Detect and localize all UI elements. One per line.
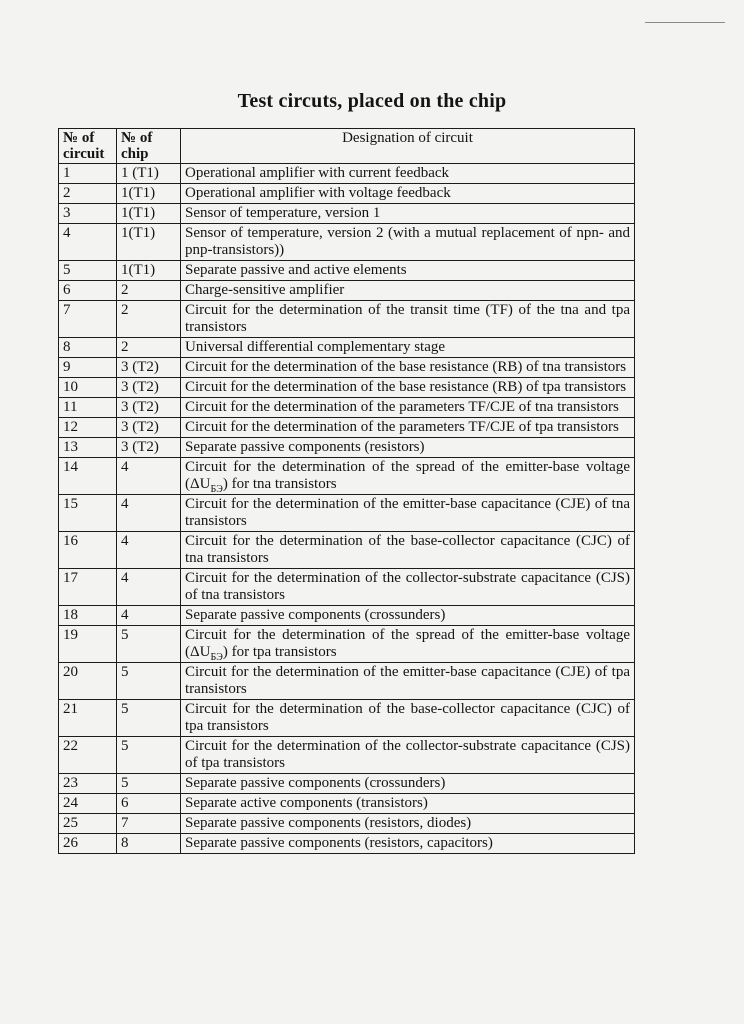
designation-cell: Separate passive components (resistors, diodes) [181,814,635,834]
table-row [59,700,635,737]
table-row [59,261,635,281]
designation-text-end: ) for tna transistors [222,476,337,492]
circuit-number-cell: 7 [59,301,117,338]
table-row [59,814,635,834]
table-row [59,358,635,378]
circuit-number-cell: 19 [59,626,117,663]
table-row [59,224,635,261]
circuit-number-cell: 4 [59,224,117,261]
page-title: Test circuts, placed on the chip [237,90,507,112]
chip-number-cell: 1(T1) [117,261,181,281]
designation-cell: Operational amplifier with voltage feedback [181,184,635,204]
designation-cell: Circuit for the determination of the transit time (TF) of the tna and tpa transistors [181,301,635,338]
circuit-number-cell: 18 [59,606,117,626]
table-row [59,834,635,854]
circuit-number-cell: 13 [59,438,117,458]
table-row [59,458,635,495]
designation-cell: Circuit for the determination of the emitter-base capacitance (CJE) of tpa transistors [181,663,635,700]
designation-cell: Separate passive components (resistors, capacitors) [181,834,635,854]
table-row [59,495,635,532]
designation-cell: Circuit for the determination of the base resistance (RB) of tpa transistors [181,378,635,398]
chip-number-cell: 4 [117,569,181,606]
circuit-number-cell: 16 [59,532,117,569]
circuit-number-cell: 12 [59,418,117,438]
designation-cell: Circuit for the determination of the collector-substrate capacitance (CJS) of tna transistors [181,569,635,606]
chip-number-cell: 5 [117,774,181,794]
header-circuit-number [59,129,117,164]
chip-number-cell: 1 (T1) [117,164,181,184]
designation-cell: Circuit for the determination of the parameters TF/CJE of tpa transistors [181,418,635,438]
chip-number-cell: 3 (T2) [117,358,181,378]
designation-cell [181,626,635,663]
designation-cell: Circuit for the determination of the base-collector capacitance (CJC) of tna transistors [181,532,635,569]
chip-number-cell: 3 (T2) [117,378,181,398]
designation-text-end: ) for tpa transistors [222,644,337,660]
circuit-number-cell: 1 [59,164,117,184]
circuit-number-cell: 15 [59,495,117,532]
table-row [59,164,635,184]
circuit-number-cell: 21 [59,700,117,737]
chip-number-cell: 7 [117,814,181,834]
table-row [59,204,635,224]
chip-number-cell: 3 (T2) [117,418,181,438]
circuit-number-cell: 17 [59,569,117,606]
circuit-number-cell: 25 [59,814,117,834]
table-row [59,438,635,458]
header-circuit-line1: № of [63,130,95,146]
table-row [59,418,635,438]
designation-cell: Separate passive components (resistors) [181,438,635,458]
table-row [59,338,635,358]
circuit-number-cell: 20 [59,663,117,700]
circuit-number-cell: 9 [59,358,117,378]
designation-text: Circuit for the determination of the spread of the emitter-base voltage (ΔU [185,459,630,492]
table-row [59,774,635,794]
chip-number-cell: 4 [117,532,181,569]
voltage-subscript: БЭ [210,652,223,663]
table-row [59,794,635,814]
designation-cell: Circuit for the determination of the base-collector capacitance (CJC) of tpa transistors [181,700,635,737]
designation-cell: Separate active components (transistors) [181,794,635,814]
table-row [59,184,635,204]
circuit-number-cell: 14 [59,458,117,495]
voltage-subscript: БЭ [210,484,223,495]
chip-number-cell: 3 (T2) [117,398,181,418]
chip-number-cell: 4 [117,458,181,495]
circuit-number-cell: 24 [59,794,117,814]
table-header-row [59,129,635,164]
designation-cell: Circuit for the determination of the parameters TF/CJE of tna transistors [181,398,635,418]
circuit-number-cell: 2 [59,184,117,204]
circuit-number-cell: 11 [59,398,117,418]
circuit-number-cell: 22 [59,737,117,774]
table-row [59,737,635,774]
chip-number-cell: 2 [117,301,181,338]
chip-number-cell: 1(T1) [117,224,181,261]
header-designation: Designation of circuit [181,129,635,164]
chip-number-cell: 5 [117,626,181,663]
chip-number-cell: 5 [117,737,181,774]
header-chip-line2: chip [121,146,149,162]
circuit-number-cell: 5 [59,261,117,281]
designation-cell: Separate passive components (crossunders) [181,606,635,626]
scan-edge-line [645,22,725,23]
chip-number-cell: 4 [117,495,181,532]
table-row [59,626,635,663]
designation-cell: Circuit for the determination of the base resistance (RB) of tna transistors [181,358,635,378]
designation-cell: Circuit for the determination of the collector-substrate capacitance (CJS) of tpa transistors [181,737,635,774]
chip-number-cell: 2 [117,338,181,358]
designation-cell [181,458,635,495]
circuit-number-cell: 3 [59,204,117,224]
table-row [59,569,635,606]
circuit-number-cell: 6 [59,281,117,301]
designation-cell: Universal differential complementary stage [181,338,635,358]
designation-text: Circuit for the determination of the spread of the emitter-base voltage (ΔU [185,627,630,660]
designation-cell: Circuit for the determination of the emitter-base capacitance (CJE) of tna transistors [181,495,635,532]
designation-cell: Operational amplifier with current feedback [181,164,635,184]
circuit-number-cell: 26 [59,834,117,854]
chip-number-cell: 5 [117,700,181,737]
header-chip-line1: № of [121,130,153,146]
chip-number-cell: 5 [117,663,181,700]
chip-number-cell: 8 [117,834,181,854]
table-row [59,532,635,569]
table-row [59,663,635,700]
chip-number-cell: 3 (T2) [117,438,181,458]
chip-number-cell: 1(T1) [117,184,181,204]
table-row [59,378,635,398]
table-row [59,301,635,338]
test-circuits-table [58,128,635,854]
circuit-number-cell: 8 [59,338,117,358]
designation-cell: Sensor of temperature, version 1 [181,204,635,224]
table-row [59,281,635,301]
designation-cell: Sensor of temperature, version 2 (with a mutual replacement of npn- and pnp-transistors)) [181,224,635,261]
chip-number-cell: 1(T1) [117,204,181,224]
designation-cell: Separate passive and active elements [181,261,635,281]
circuit-number-cell: 23 [59,774,117,794]
table-row [59,606,635,626]
table-row [59,398,635,418]
designation-cell: Separate passive components (crossunders) [181,774,635,794]
chip-number-cell: 2 [117,281,181,301]
circuit-number-cell: 10 [59,378,117,398]
chip-number-cell: 4 [117,606,181,626]
chip-number-cell: 6 [117,794,181,814]
header-circuit-line2: circuit [63,146,105,162]
designation-cell: Charge-sensitive amplifier [181,281,635,301]
header-chip-number [117,129,181,164]
